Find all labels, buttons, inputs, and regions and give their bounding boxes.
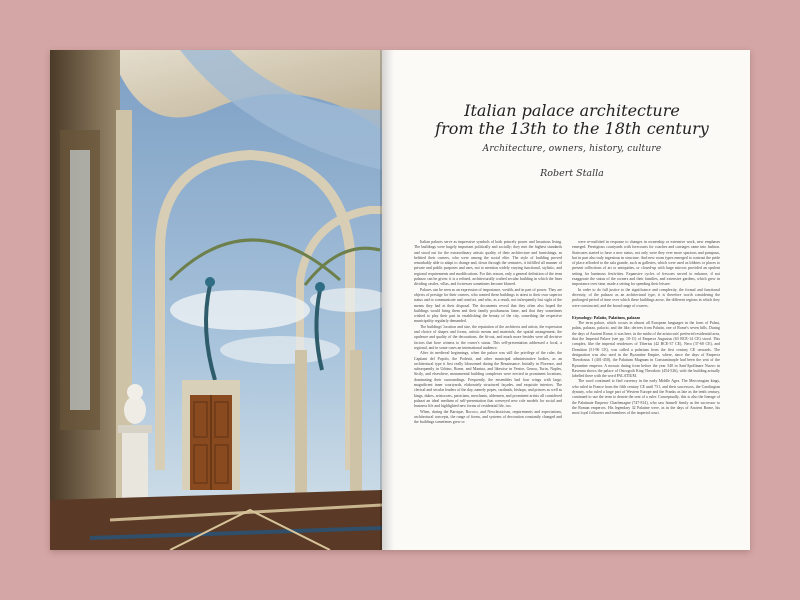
- body-paragraph: In order to do full justice to the significance and complexity, the formal and functional diversity, of the palazzo as an architectural type, it is therefore worth considering the prolonged period of time over which these buildings arose, the different regions in which they were constructed, and the broad range of owners.: [572, 287, 720, 308]
- section-heading: Etymology: Palatio, Palatium, palazzo: [572, 314, 641, 320]
- body-paragraph: After its medieval beginnings, when the palace was still the privilege of the ruler, the Capitani del Popolo, the Podestà, and other municipal administrative bodies, as an architectural type it first really blossomed during the Renaissance. Initially in Florence, and subsequently in Urbino, Rome, and Mantua, and likewise in Venice, Genoa, Turin, Naples, Sicily, and elsewhere, monumental building complexes were erected in prominent locations, dominating their surroundings. Frequently, the ensembles had four wings with large, magnificent inner courtyards, elaborately structured façades, and exquisite interiors. The clerical and secular leaders of the day, namely popes, cardinals, bishops, and princes as well as kings, dukes, aristocrats, patricians, merchants, aldermen, and prominent artists all considered palazzi an ideal medium of self-presentation that conveyed new role models for social and business life and highlighted new forms of residential life, too.: [414, 351, 562, 409]
- body-paragraph: were re-outfitted in response to changes in ownership or extensive work, new emphases emerged. Prestigious courtyards with forecourts for coaches and carriages came into fashion. Staircases started to have a new status, not only were they ever more spacious and pompous, but in part also truly ingenious in structure. And new room types emerged to contrast the pride of place afforded to the sala grande, such as galleries, which were used as lobbies or places to present collections of art or antiquities, or closed-up with large mirrors provided an opulent setting for luminous festivities. Expansive cycles of frescoes served to enhance, if not exaggerate the status of the owners and their families, and extensive gardens, which grew in importance over time, made a setting for spending their leisure.: [572, 240, 720, 287]
- book-spread: [50, 50, 750, 550]
- loggia-illustration: [50, 50, 382, 550]
- body-paragraph: Palaces can be seen as an expression of importance, wealth, and in part of power. They are objects of prestige for their owners, who wanted these buildings to attest to their own superior status and to communicate and comfort, and who, as a result, not infrequently lost sight of the means they had at their disposal. The documents reveal that they often also hoped the buildings would bring them and their family posthumous fame, and that they sometimes wished to play their part in establishing the beauty of the city, something the respective municipality regularly demanded.: [414, 287, 562, 324]
- body-paragraph: The term palace, which occurs in almost all European languages in the form of Palast, palais, palazzo, palacio, and the like, derives from Palatin, one of Rome's seven hills. During the days of Ancient Rome, it was here, in the midst of the aristocrats' preferred residential area, that the Imperial Palace (see pp. 10-11) of Emperor Augustus (63 BCE-14 CE) stood. This complex, like the imperial residences of Tiberius (42 BCE-37 CE), Nero (37-68 CE), and Domitian (51-96 CE), was called a palatium from the first century CE onwards. The designation was also used in the Byzantine Empire, where, since the days of Emperor Theodosius I (401-450), the Palatium Magnum in Constantinople had been the seat of the Byzantine emperor. A mosaic dating from before the year 540 in Sant'Apollinare Nuovo in Ravenna shows the palace of Ostrogoth King Theodoric (454-526), with the building actually labelled there with the word PALATIUM.: [572, 321, 720, 379]
- body-paragraph: The word continued to find currency in the early Middle Ages. The Merovingian kings, who ruled in France from the fifth century CE until 751, and their successors, the Carolingian dynasty, who ruled a large part of Western Europe and the Franks as late as the tenth century, continued to use the term to denote the seat of a ruler. Conceptually, this is also the lineage of the Palatinate Emperor Charlemagne (747-814), who saw himself firmly as the successor to the Roman emperors. His legendary 32 Palatine were, as in the days of Ancient Rome, his most loyal followers and members of the imperial court.: [572, 379, 720, 416]
- book-author: Robert Stalla: [540, 168, 604, 179]
- right-page: [394, 50, 750, 550]
- body-paragraph: When, during the Baroque, Rococo, and Neoclassicism, requirements and expectations, architectural concepts, the range of forms, and systems of decoration constantly changed and the buildings sometimes grew or: [414, 409, 562, 425]
- book-subtitle: Architecture, owners, history, culture: [482, 144, 662, 154]
- title-line-1: Italian palace architecture: [464, 101, 680, 120]
- title-line-2: from the 13th to the 18th century: [435, 119, 709, 138]
- text-column-left: [414, 240, 562, 545]
- text-column-right: [572, 240, 720, 545]
- book-title: [394, 102, 750, 138]
- body-paragraph: Italian palaces serve as impressive symbols of both princely power and luxurious living. The buildings were hugely important politically and socially; they met the highest standards and stood out for the extraordinary artistic quality of their architecture and furnishings, as befitted their owners, who were among the social elite. The style of building proved remarkably able to adapt to change and, down through the centuries, it fulfilled all manner of private and public purposes and uses, not to mention widely varying functional, stylistic, and regional requirements and modifications. For this reason, only a general definition of the term palazzo can be given: it is a refined, architecturally crafted secular building in which the lines dividing castles, villas, and fortresses sometimes become blurred.: [414, 240, 562, 287]
- loggia-photograph: [50, 50, 382, 550]
- page-gutter-shadow: [380, 50, 394, 550]
- body-paragraph: The buildings' location and size, the reputation of the architects and artists, the expression and choice of shapes and forms, artistic means and materials, the spatial arrangement, the opulence and quality of the decorations, the fit-out, and much more besides were all decisive factors that bore witness to the owner's status. This self-presentation addressed a local, a regional, and in some cases an international audience.: [414, 324, 562, 350]
